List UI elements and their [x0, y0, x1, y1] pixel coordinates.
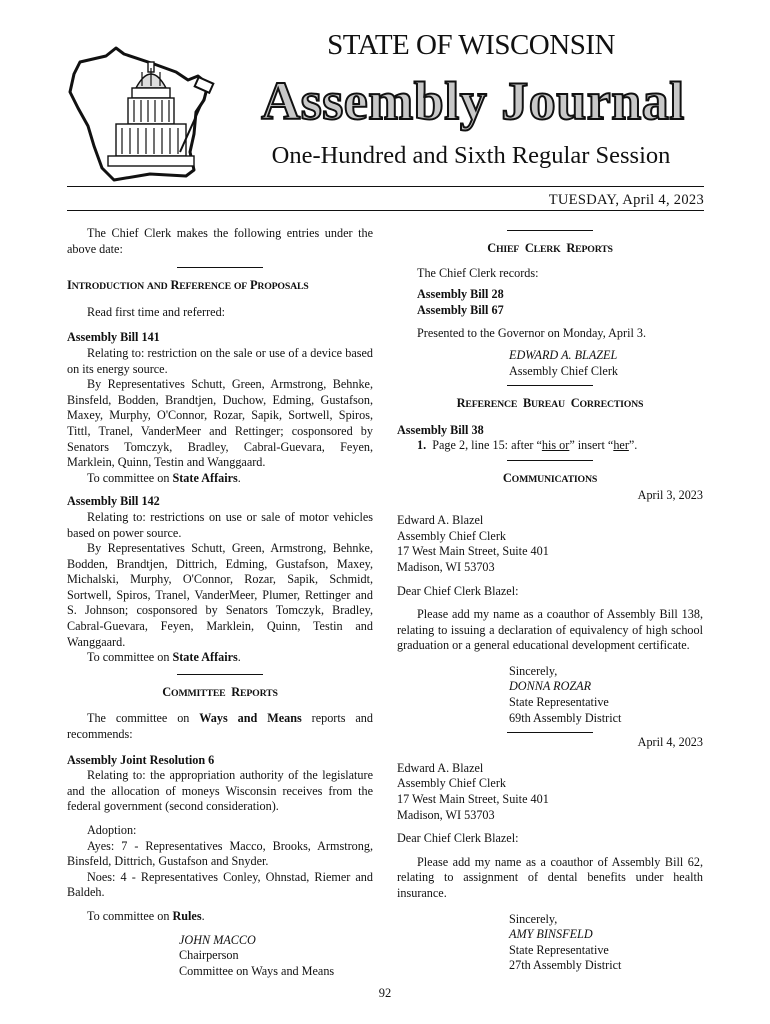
letter-closing: Sincerely, [509, 663, 558, 678]
section-title-committee-reports: COMMITTEE REPORTS [162, 684, 278, 699]
signature-block [509, 664, 703, 726]
section-title-communications: COMMUNICATIONS [502, 470, 598, 485]
section-separator [507, 732, 593, 733]
page-number: 92 [378, 986, 392, 1000]
bill-heading: Assembly Bill 28 [417, 287, 504, 302]
letter-body: Please add my name as a coauthor of Assembly Bill 138, relating to issuing a declaration of equivalency of high school graduation or a general educational development certificate. [397, 607, 703, 653]
read-first-text: Read first time and referred: [87, 304, 226, 319]
bill-heading: Assembly Joint Resolution 6 [67, 752, 215, 767]
section-separator [507, 385, 593, 386]
letter-closing: Sincerely, [509, 911, 558, 926]
bill-heading: Assembly Bill 38 [397, 422, 484, 437]
section-separator [507, 460, 593, 461]
signature-block [509, 912, 703, 974]
address-line: Madison, WI 53703 [397, 807, 495, 822]
signer-title: Assembly Chief Clerk [509, 363, 618, 378]
header-rule [67, 186, 704, 187]
bill-heading: Assembly Bill 142 [67, 494, 160, 509]
signer-org: Committee on Ways and Means [179, 963, 335, 978]
records-text: The Chief Clerk records: [417, 265, 539, 280]
letter-address [397, 513, 703, 575]
letter-salutation: Dear Chief Clerk Blazel: [397, 831, 519, 846]
correction-item: 1. Page 2, line 15: after “his or” insert “her”. [417, 438, 638, 453]
presented-text: Presented to the Governor on Monday, April 3. [417, 326, 647, 341]
journal-title: Assembly Journal [261, 71, 685, 131]
address-line: Assembly Chief Clerk [397, 528, 506, 543]
signer-name: DONNA ROZAR [509, 679, 592, 694]
bill-relating: Relating to: restrictions on use or sale of motor vehicles based on power source. [67, 509, 373, 540]
section-separator [177, 674, 263, 675]
session-title: One-Hundred and Sixth Regular Session [271, 142, 671, 169]
signer-name: AMY BINSFELD [509, 927, 593, 942]
section-title-reference-bureau: REFERENCE BUREAU CORRECTIONS [456, 396, 644, 411]
committee-intro: The committee on Ways and Means reports and recommends: [67, 711, 373, 742]
adoption-text: Adoption: [87, 823, 137, 837]
section-title-introduction: INTRODUCTION AND REFERENCE OF PROPOSALS [67, 278, 309, 293]
address-line: Edward A. Blazel [397, 513, 484, 528]
bill-sponsors: By Representatives Schutt, Green, Armstrong, Behnke, Binsfeld, Bodden, Brandtjen, Duchow, Edming, Gustafson, Maxey, Murphy, O'Connor, Rozar, Sapik, Sortwell, Spiros, Tittl, Tranel, VanderMeer and Rettinger; cosponsored by Senators Tomczyk, Bradley, Cabral-Guevara, Feyen, Marklein, Quinn, Testin and Wanggaard. [67, 377, 373, 470]
signature-block [179, 933, 373, 980]
address-line: Edward A. Blazel [397, 760, 484, 775]
signer-district: 27th Assembly District [509, 958, 622, 973]
intro-text: The Chief Clerk makes the following entries under the above date: [67, 226, 373, 256]
bill-relating: Relating to: restriction on the sale or use of a device based on its energy source. [67, 345, 373, 376]
noes-text: Noes: 4 - Representatives Conley, Ohnstad, Riemer and Baldeh. [67, 869, 373, 900]
address-line: 17 West Main Street, Suite 401 [397, 544, 549, 559]
letter-body: Please add my name as a coauthor of Assembly Bill 62, relating to assignment of dental benefits under health insurance. [397, 854, 703, 900]
address-line: Madison, WI 53703 [397, 559, 495, 574]
signer-title: State Representative [509, 942, 609, 957]
bill-referral: To committee on State Affairs. [87, 470, 241, 485]
ayes-text: Ayes: 7 - Representatives Macco, Brooks, Armstrong, Binsfeld, Dittrich, Gustafson and Snyder. [67, 838, 373, 869]
address-line: Assembly Chief Clerk [397, 776, 506, 791]
letter-date: April 3, 2023 [637, 487, 703, 502]
date-rule [67, 210, 704, 211]
bill-sponsors: By Representatives Schutt, Green, Armstrong, Behnke, Bodden, Brandtjen, Dittrich, Edming, Gustafson, Maxey, Michalski, Murphy, O'Connor, Rozar, Sapik, Schmidt, Sortwell, Spiros, Tranel, VanderMeer, Plumer, Rettinger and S. Johnson; cosponsored by Senators Tomczyk, Bradley, Cabral-Guevara, Feyen, Marklein, Quinn, Testin and Wanggaard. [67, 541, 373, 649]
section-separator [177, 267, 263, 268]
signer-title: Chairperson [179, 948, 239, 963]
signature-block [509, 348, 703, 379]
signer-name: JOHN MACCO [179, 932, 256, 947]
bill-heading: Assembly Bill 67 [417, 302, 504, 317]
bill-relating: Relating to: the appropriation authority of the legislature and the allocation of moneys Wisconsin receives from the federal government (second consideration). [67, 768, 373, 814]
wisconsin-capitol-logo [58, 42, 228, 192]
letter-address [397, 761, 703, 823]
bill-referral: To committee on State Affairs. [87, 650, 241, 665]
letter-salutation: Dear Chief Clerk Blazel: [397, 583, 519, 598]
address-line: 17 West Main Street, Suite 401 [397, 792, 549, 807]
state-title: STATE OF WISCONSIN [327, 29, 615, 61]
journal-date: TUESDAY, April 4, 2023 [548, 192, 704, 208]
left-column [67, 226, 373, 979]
bill-referral: To committee on Rules. [87, 908, 205, 923]
section-separator [507, 230, 593, 231]
section-title-chief-clerk-reports: CHIEF CLERK REPORTS [487, 241, 613, 255]
signer-title: State Representative [509, 695, 609, 710]
right-column [397, 226, 703, 974]
letter-date: April 4, 2023 [637, 735, 703, 750]
bill-heading: Assembly Bill 141 [67, 330, 160, 345]
signer-district: 69th Assembly District [509, 710, 622, 725]
signer-name: EDWARD A. BLAZEL [509, 347, 618, 362]
